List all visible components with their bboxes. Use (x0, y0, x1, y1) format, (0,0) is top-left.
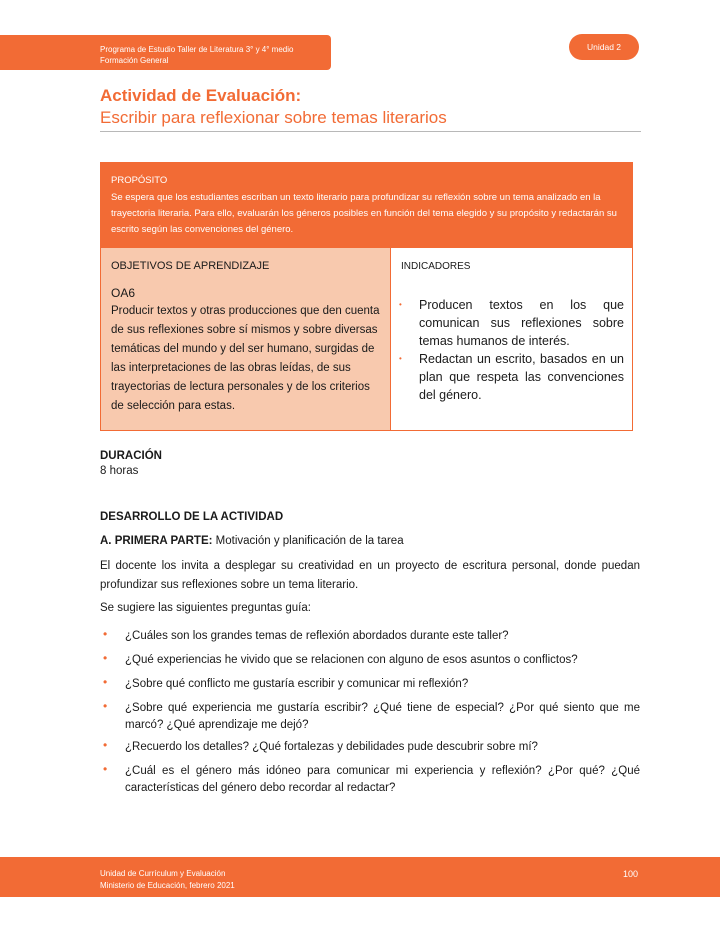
indicators-box (390, 248, 633, 431)
objective-text: Producir textos y otras producciones que den cuenta de sus reflexiones sobre sí mismos y sobre diversas temáticas del mundo y del ser humano, surgidas de las interpretaciones de las obras leídas, de sus trayectorias de lectura personales y de los criterios de selección para estas. (111, 305, 380, 412)
question-item: ¿Cuáles son los grandes temas de reflexión abordados durante este taller? (125, 630, 509, 642)
unit-badge: Unidad 2 (569, 34, 639, 60)
part-heading (100, 535, 404, 547)
purpose-box (100, 162, 633, 248)
question-item: ¿Sobre qué experiencia me gustaría escribir? ¿Qué tiene de especial? ¿Por qué siento que me marcó? ¿Qué aprendizaje me dejó? (125, 702, 640, 731)
question-item: ¿Cuál es el género más idóneo para comunicar mi experiencia y reflexión? ¿Por qué? ¿Qué características del género debo recordar al redactar? (125, 765, 640, 794)
page-number: 100 (623, 869, 639, 879)
title-divider (100, 131, 641, 132)
program-subtitle: Formación General (100, 56, 169, 65)
purpose-text: Se espera que los estudiantes escriban un texto literario para profundizar su reflexión sobre un tema analizado en la trayectoria literaria. Para ello, evaluarán los géneros posibles en función del tema elegido y su propósito y redactarán su escrito según las convenciones del género. (111, 192, 617, 235)
indicators-label: INDICADORES (401, 261, 471, 272)
bullet-icon: • (103, 699, 108, 713)
question-item: ¿Sobre qué conflicto me gustaría escribir y comunicar mi reflexión? (125, 678, 469, 690)
indicator-item: Producen textos en los que comunican sus reflexiones sobre temas humanos de interés. (419, 298, 624, 348)
intro-paragraph: El docente los invita a desplegar su creatividad en un proyecto de escritura personal, donde puedan profundizar sus reflexiones sobre un tema literario. (100, 560, 640, 591)
duration-value: 8 horas (100, 465, 139, 477)
purpose-label: PROPÓSITO (111, 175, 168, 186)
question-item: ¿Recuerdo los detalles? ¿Qué fortalezas y debilidades pude descubrir sobre mí? (125, 741, 538, 753)
bullet-icon: • (103, 738, 108, 752)
activity-title: Actividad de Evaluación: (100, 86, 302, 105)
part-title: Motivación y planificación de la tarea (215, 535, 404, 547)
bullet-icon: • (399, 354, 402, 363)
bullet-icon: • (103, 675, 108, 689)
activity-subtitle: Escribir para reflexionar sobre temas literarios (100, 108, 447, 127)
bullet-icon: • (103, 651, 108, 665)
bullet-icon: • (103, 762, 108, 776)
footer-bar (0, 857, 720, 897)
bullet-icon: • (399, 300, 402, 309)
development-heading: DESARROLLO DE LA ACTIVIDAD (100, 511, 284, 523)
footer-ministry: Ministerio de Educación, febrero 2021 (100, 881, 235, 890)
indicator-item: Redactan un escrito, basados en un plan que respeta las convenciones del género. (419, 352, 624, 402)
part-label: A. PRIMERA PARTE: (100, 535, 213, 547)
suggestion-text: Se sugiere las siguientes preguntas guía: (100, 602, 311, 614)
objectives-label: OBJETIVOS DE APRENDIZAJE (111, 260, 270, 272)
question-item: ¿Qué experiencias he vivido que se relacionen con alguno de esos asuntos o conflictos? (125, 654, 578, 666)
header-bar (0, 35, 331, 70)
bullet-icon: • (103, 627, 108, 641)
footer-unit: Unidad de Currículum y Evaluación (100, 869, 226, 878)
program-title: Programa de Estudio Taller de Literatura 3° y 4° medio (100, 45, 294, 54)
duration-label: DURACIÓN (100, 450, 162, 462)
objective-code: OA6 (111, 286, 136, 300)
objectives-box (100, 248, 390, 431)
